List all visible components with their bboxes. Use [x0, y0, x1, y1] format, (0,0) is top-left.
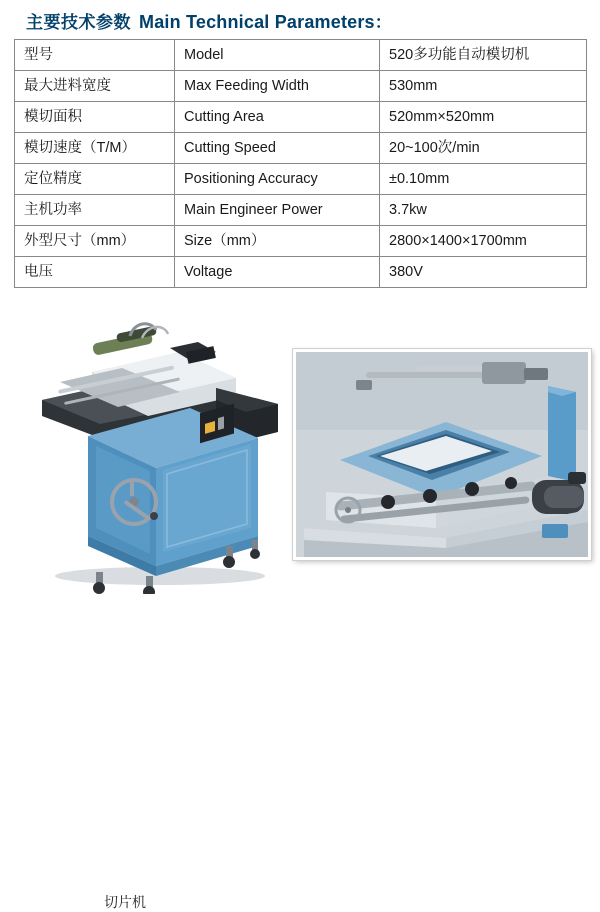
product-photo-area: [0, 294, 600, 910]
row-label-english: Size（mm）: [175, 226, 380, 257]
row-label-english: Cutting Area: [175, 102, 380, 133]
row-label-english: Model: [175, 40, 380, 71]
row-label-english: Voltage: [175, 257, 380, 288]
machine-photo: [30, 304, 280, 594]
table-row: [15, 102, 587, 133]
row-value: ±0.10mm: [380, 164, 587, 195]
row-label-chinese: 定位精度: [15, 164, 175, 195]
page-title-chinese: 主要技术参数: [26, 13, 131, 32]
row-value: 520mm×520mm: [380, 102, 587, 133]
table-row: [15, 40, 587, 71]
row-label-english: Max Feeding Width: [175, 71, 380, 102]
row-label-english: Main Engineer Power: [175, 195, 380, 226]
page-title: [0, 0, 600, 39]
machine-detail-photo: [293, 349, 591, 560]
row-value: 530mm: [380, 71, 587, 102]
row-label-chinese: 最大进料宽度: [15, 71, 175, 102]
page-title-english: Main Technical Parameters: [139, 12, 375, 32]
machine-detail-illustration: [296, 352, 588, 557]
row-label-english: Positioning Accuracy: [175, 164, 380, 195]
row-label-chinese: 模切面积: [15, 102, 175, 133]
page-title-colon: ：: [374, 13, 392, 32]
table-row: [15, 195, 587, 226]
photo-caption: 切片机: [104, 894, 146, 910]
row-label-chinese: 型号: [15, 40, 175, 71]
row-label-chinese: 主机功率: [15, 195, 175, 226]
row-value: 3.7kw: [380, 195, 587, 226]
row-value: 2800×1400×1700mm: [380, 226, 587, 257]
row-value: 380V: [380, 257, 587, 288]
table-row: [15, 257, 587, 288]
table-row: [15, 71, 587, 102]
table-row: [15, 164, 587, 195]
row-label-chinese: 外型尺寸（mm）: [15, 226, 175, 257]
row-label-english: Cutting Speed: [175, 133, 380, 164]
technical-parameters-table: [14, 39, 587, 288]
row-label-chinese: 电压: [15, 257, 175, 288]
row-label-chinese: 模切速度（T/M）: [15, 133, 175, 164]
row-value: 20~100次/min: [380, 133, 587, 164]
row-value: 520多功能自动模切机: [380, 40, 587, 71]
table-row: [15, 133, 587, 164]
table-row: [15, 226, 587, 257]
